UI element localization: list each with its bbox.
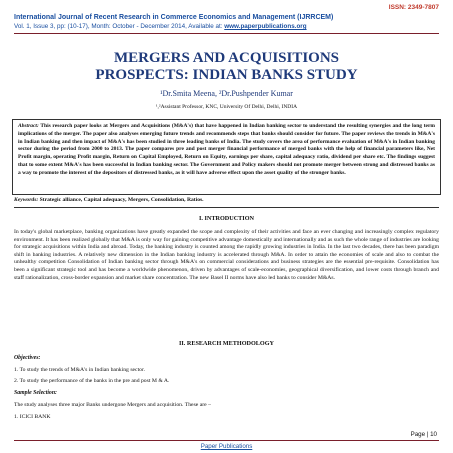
authors: ¹Dr.Smita Meena, ²Dr.Pushpender Kumar [160,89,293,98]
volume-info [14,23,439,30]
journal-url-link[interactable]: www.paperpublications.org [224,23,307,30]
publisher-link[interactable]: Paper Publications [200,443,253,450]
keywords-label: Keywords: [14,197,39,203]
section-heading-introduction: I. INTRODUCTION [198,215,254,222]
keywords-rule [14,207,439,208]
journal-title: International Journal of Recent Research in Commerce Economics and Management (IJRRCEM) [14,14,334,21]
page-number: Page | 10 [410,431,437,438]
issn: ISSN: 2349-7807 [388,4,439,11]
objective-1: 1. To study the trends of M&A's in Indian banking sector. [14,367,146,373]
abstract-text: This research paper looks at Mergers and Acquisitions (M&A's) that have happened in Indian banking sector to understand the resulting synergies and the long term implications of the merger. The paper also analyses emerging future trends and recommends steps that banks should consider for future. The paper reviews the trends in M&A's in Indian banking and then impact of M&A's has been studied in three leading banks of India. The study covers the area of performance evaluation of M&A's in Indian banking sector during the period from 2000 to 2013. The paper compares pre and post merger financial performance of merged banks with the help of financial parameters like, Net Profit margin, operating Profit margin, Return on Capital Employed, Return on Equity, earnings per share, capital adequacy ratio, dividend per share etc. The findings suggest that to some extent M&A's has been successful in Indian banking sector. The Government and Policy makers should not promote merger between strong and distressed banks as a way to promote the interest of the depositors of distressed banks, as it will have adverse effect upon the asset quality of the stronger banks. [18,123,435,176]
abstract-label: Abstract: [18,123,39,129]
abstract-box [12,119,441,195]
title-line-1: MERGERS AND ACQUISITIONS [113,50,340,66]
sample-selection-label: Sample Selection: [14,390,57,396]
footer-rule [14,440,439,441]
header-rule [14,33,439,34]
section-heading-methodology: II. RESEARCH METHODOLOGY [178,340,275,347]
title-line-2: PROSPECTS: INDIAN BANKS STUDY [95,67,358,83]
paper-title [0,50,453,84]
objective-2: 2. To study the performance of the banks in the pre and post M & A. [14,378,170,384]
abstract [18,123,435,178]
volume-text: Vol. 1, Issue 3, pp: (10-17), Month: October - December 2014, Available at: [14,23,223,30]
affiliation: ¹,²Assistant Professor, KNC, University Of Delhi, Delhi, INDIA [155,104,298,110]
keywords-text: Strategic alliance, Capital adequacy, Mergers, Consolidation, Ratios. [39,197,204,203]
bank-item-1: 1. ICICI BANK [14,414,51,420]
introduction-text: In today's global marketplace, banking organizations have greatly expanded the scope and complexity of their activities and face an ever changing and increasingly complex regulatory environment. It has been realized globally that M&A is only way for gaining competitive advantage domestically and internationally and as such the whole range of industries are looking for strategic acquisitions within India and abroad. Today, the banking industry is counted among the rapidly growing industries in India. In the last two decades, there has been paradigm shift in banking industries. A relatively new dimension in the Indian banking industry is accelerated through M&A. In order to attain the economies of scale and also to combat the unhealthy competition Consolidation of Indian banking sector through M&A's on commercial considerations and business strategies are the essential pre-requisite. Consolidation has been a significant strategic tool and has become a worldwide phenomenon, driven by advantages of scale-economies, geographical diversification, and lower costs through branch and staff rationalization, cross-border expansion and market share concentration. The new Basel II norms have also led banks to consider M&As. [14,229,439,281]
objectives-label: Objectives: [14,355,41,361]
sample-selection-text: The study analyses three major Banks undergone Mergers and acquisition. These are – [14,402,211,408]
keywords [14,197,439,203]
